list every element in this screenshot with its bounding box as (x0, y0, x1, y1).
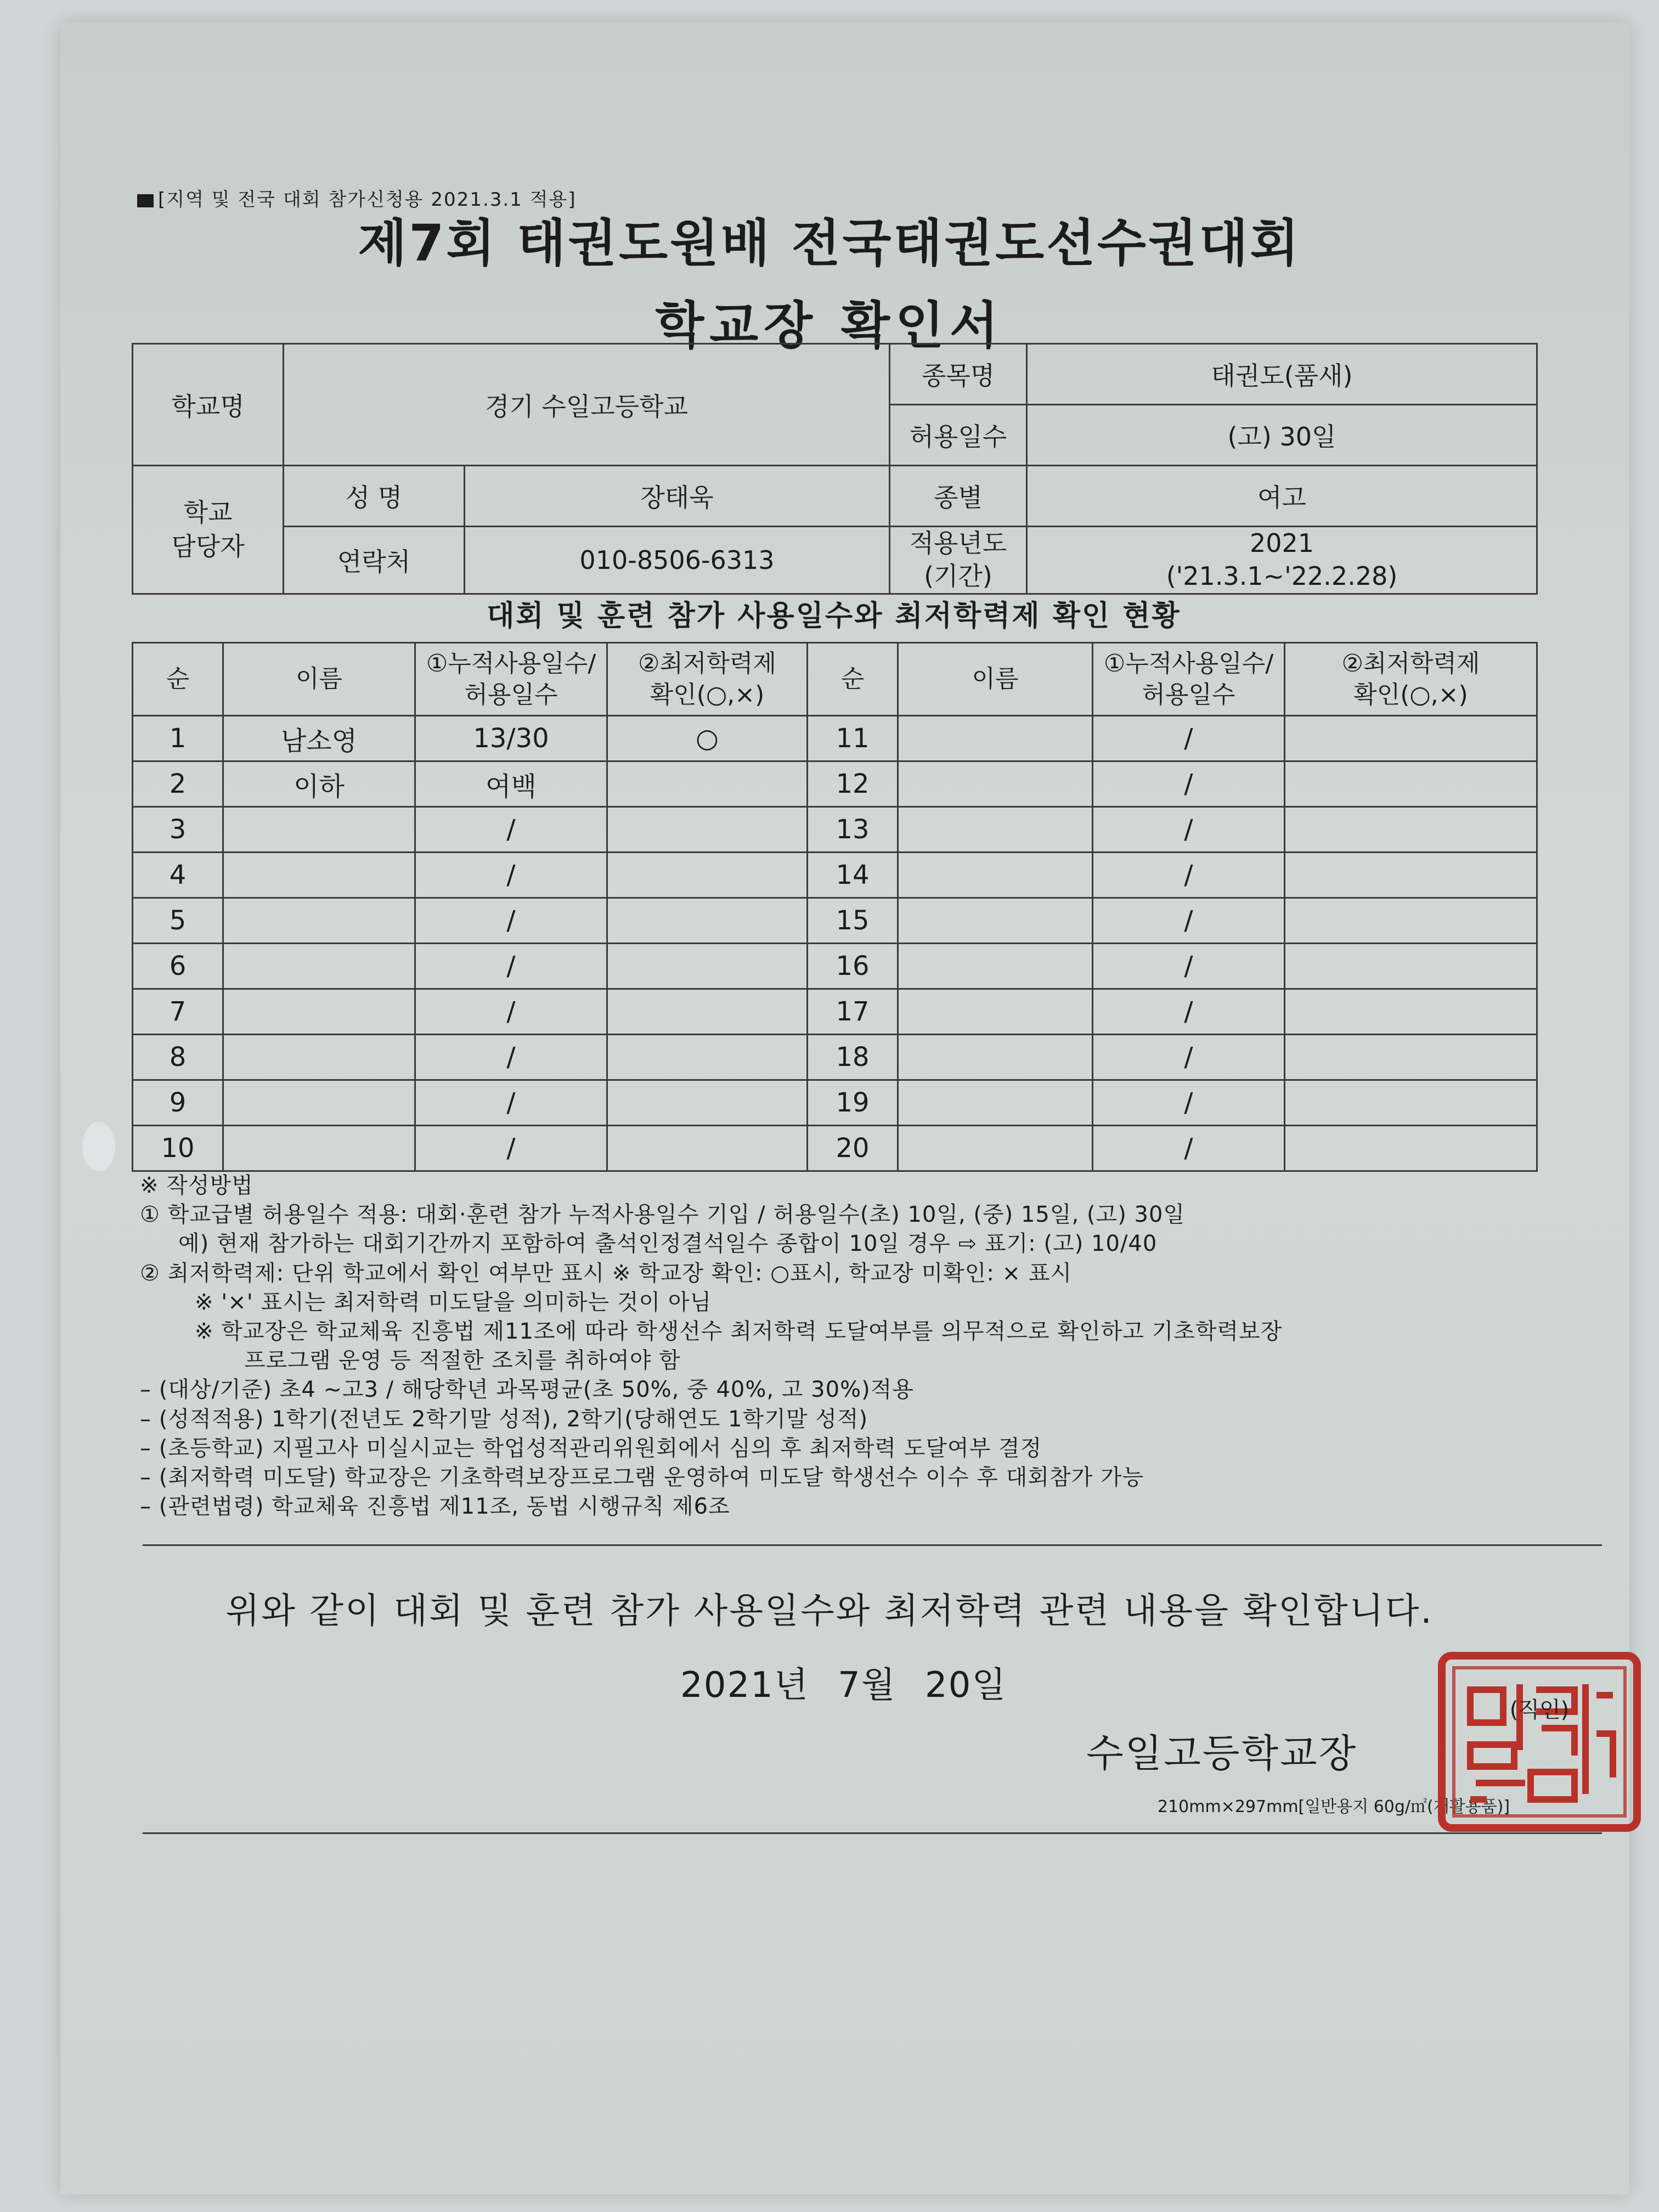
cell-check (607, 1080, 808, 1126)
cell-no: 9 (133, 1080, 223, 1126)
cell-name (223, 807, 415, 853)
cell-name (898, 898, 1093, 944)
cell-no: 2 (133, 761, 223, 807)
cell-days: / (1093, 1080, 1285, 1126)
cell-days: / (1093, 1126, 1285, 1171)
contact-label: 연락처 (284, 527, 465, 594)
cell-check (1285, 1080, 1537, 1126)
seal-mark-label: (직인) (1509, 1697, 1570, 1723)
cell-no: 3 (133, 807, 223, 853)
event-value: 태권도(품새) (1027, 344, 1537, 405)
note-2d: 프로그램 운영 등 적절한 조치를 취하여야 함 (244, 1348, 681, 1374)
confirmation-statement: 위와 같이 대회 및 훈련 참가 사용일수와 최저학력 관련 내용을 확인합니다. (225, 1591, 1434, 1632)
cell-name (898, 807, 1093, 853)
cell-no: 8 (133, 1035, 223, 1080)
cell-no: 4 (133, 853, 223, 898)
cell-no: 16 (808, 944, 898, 989)
table-row (133, 1080, 1537, 1126)
allowed-days-label: 허용일수 (890, 405, 1027, 466)
cell-name: 남소영 (223, 716, 415, 761)
cell-name (898, 989, 1093, 1035)
contact-value: 010-8506-6313 (465, 527, 890, 594)
header-no: 순 (133, 643, 223, 716)
cell-days: / (1093, 944, 1285, 989)
table-row (133, 853, 1537, 898)
cell-days: / (1093, 807, 1285, 853)
cell-name (223, 1080, 415, 1126)
cell-days: / (415, 898, 607, 944)
school-seal-icon (1437, 1651, 1641, 1832)
cell-check (1285, 944, 1537, 989)
gender-label: 종별 (890, 466, 1027, 527)
table-row (133, 761, 1537, 807)
detail-4: – (최저학력 미도달) 학교장은 기초학력보장프로그램 운영하여 미도달 학생선수 이수 후 대회참가 가능 (140, 1464, 1144, 1490)
cell-check (607, 1126, 808, 1171)
document-date: 2021년 7월 20일 (680, 1665, 1007, 1706)
cell-days: / (1093, 716, 1285, 761)
detail-2: – (성적적용) 1학기(전년도 2학기말 성적), 2학기(당해연도 1학기말 성적) (140, 1406, 868, 1432)
cell-days: / (1093, 853, 1285, 898)
cell-no: 14 (808, 853, 898, 898)
footer-line (143, 1832, 1602, 1834)
header-days: ①누적사용일수/ 허용일수 (1093, 643, 1285, 716)
header-days: ①누적사용일수/ 허용일수 (415, 643, 607, 716)
note-2b: ※ '×' 표시는 최저학력 미도달을 의미하는 것이 아님 (195, 1289, 712, 1315)
detail-1: – (대상/기준) 초4 ~고3 / 해당학년 과목평균(초 50%, 중 40%, 고 30%)적용 (140, 1377, 914, 1403)
table-row (133, 1035, 1537, 1080)
cell-check (1285, 716, 1537, 761)
cell-no: 20 (808, 1126, 898, 1171)
header-check: ②최저학력제 확인(○,×) (1285, 643, 1537, 716)
cell-name (223, 989, 415, 1035)
allowed-days-value: (고) 30일 (1027, 405, 1537, 466)
cell-name (898, 944, 1093, 989)
cell-name (898, 716, 1093, 761)
cell-check (1285, 807, 1537, 853)
cell-days: / (1093, 1035, 1285, 1080)
cell-check (607, 853, 808, 898)
cell-name (898, 1126, 1093, 1171)
cell-days: / (415, 1080, 607, 1126)
divider-line (143, 1544, 1602, 1546)
cell-name (898, 1035, 1093, 1080)
table-row (133, 989, 1537, 1035)
event-label: 종목명 (890, 344, 1027, 405)
cell-no: 11 (808, 716, 898, 761)
note-1b: 예) 현재 참가하는 대회기간까지 포함하여 출석인정결석일수 종합이 10일 경우 ⇨ 표기: (고) 10/40 (178, 1231, 1158, 1257)
cell-days: / (415, 807, 607, 853)
cell-check (1285, 898, 1537, 944)
notes-heading: ※ 작성방법 (140, 1173, 253, 1198)
cell-no: 1 (133, 716, 223, 761)
cell-name (223, 853, 415, 898)
header-check: ②최저학력제 확인(○,×) (607, 643, 808, 716)
table-row (133, 944, 1537, 989)
school-label: 학교명 (133, 344, 284, 466)
header-name: 이름 (898, 643, 1093, 716)
cell-check (607, 807, 808, 853)
cell-check (607, 898, 808, 944)
document-subtitle: 학교장 확인서 (655, 296, 1004, 355)
cell-check (1285, 989, 1537, 1035)
cell-name (223, 1035, 415, 1080)
header-name: 이름 (223, 643, 415, 716)
cell-check (1285, 761, 1537, 807)
cell-no: 19 (808, 1080, 898, 1126)
table-row (133, 898, 1537, 944)
status-table (132, 642, 1538, 1172)
cell-check (607, 1035, 808, 1080)
cell-no: 15 (808, 898, 898, 944)
cell-check: ○ (607, 716, 808, 761)
punch-hole (82, 1122, 115, 1171)
paper-size-note: 210mm×297mm[일반용지 60g/㎡(재활용품)] (1158, 1797, 1510, 1816)
table-row (133, 807, 1537, 853)
cell-name (898, 1080, 1093, 1126)
manager-label: 학교 담당자 (133, 466, 284, 594)
cell-days: / (1093, 989, 1285, 1035)
cell-days: 13/30 (415, 716, 607, 761)
cell-days: / (415, 853, 607, 898)
cell-no: 17 (808, 989, 898, 1035)
year-value: 2021 ('21.3.1~'22.2.28) (1027, 527, 1537, 594)
detail-3: – (초등학교) 지필고사 미실시교는 학업성적관리위원회에서 심의 후 최저학력 도달여부 결정 (140, 1435, 1042, 1461)
year-label: 적용년도 (기간) (890, 527, 1027, 594)
cell-days: / (415, 989, 607, 1035)
cell-days: / (1093, 761, 1285, 807)
status-section-title: 대회 및 훈련 참가 사용일수와 최저학력제 확인 현황 (487, 600, 1181, 633)
detail-5: – (관련법령) 학교체육 진흥법 제11조, 동법 시행규칙 제6조 (140, 1494, 730, 1520)
cell-name (898, 761, 1093, 807)
cell-days: / (1093, 898, 1285, 944)
cell-name (223, 944, 415, 989)
document-title: 제7회 태권도원배 전국태권도선수권대회 (358, 214, 1301, 273)
cell-no: 12 (808, 761, 898, 807)
writing-notes (140, 1171, 1610, 1521)
cell-days: / (415, 1035, 607, 1080)
cell-no: 6 (133, 944, 223, 989)
cell-check (607, 761, 808, 807)
cell-check (607, 989, 808, 1035)
cell-no: 10 (133, 1126, 223, 1171)
info-table (132, 343, 1538, 595)
cell-no: 18 (808, 1035, 898, 1080)
cell-name (223, 1126, 415, 1171)
note-2a: ② 최저학력제: 단위 학교에서 확인 여부만 표시 ※ 학교장 확인: ○표시, 학교장 미확인: × 표시 (140, 1260, 1073, 1286)
note-2c: ※ 학교장은 학교체육 진흥법 제11조에 따라 학생선수 최저학력 도달여부를 의무적으로 확인하고 기초학력보장 (195, 1318, 1283, 1344)
cell-no: 7 (133, 989, 223, 1035)
header-no: 순 (808, 643, 898, 716)
cell-check (1285, 1035, 1537, 1080)
note-1a: ① 학교급별 허용일수 적용: 대회·훈련 참가 누적사용일수 기입 / 허용일수(초) 10일, (중) 15일, (고) 30일 (140, 1202, 1186, 1228)
cell-name (223, 898, 415, 944)
cell-days: / (415, 1126, 607, 1171)
cell-days: 여백 (415, 761, 607, 807)
table-row (133, 1126, 1537, 1171)
cell-no: 5 (133, 898, 223, 944)
principal-signature: 수일고등학교장 (1086, 1731, 1358, 1776)
name-value: 장태욱 (465, 466, 890, 527)
name-label: 성 명 (284, 466, 465, 527)
cell-name (898, 853, 1093, 898)
cell-check (1285, 1126, 1537, 1171)
cell-name: 이하 (223, 761, 415, 807)
gender-value: 여고 (1027, 466, 1537, 527)
table-row (133, 716, 1537, 761)
cell-no: 13 (808, 807, 898, 853)
cell-check (1285, 853, 1537, 898)
header-note-text: [지역 및 전국 대회 참가신청용 2021.3.1 적용] (158, 189, 577, 211)
cell-days: / (415, 944, 607, 989)
school-value: 경기 수일고등학교 (284, 344, 890, 466)
cell-check (607, 944, 808, 989)
